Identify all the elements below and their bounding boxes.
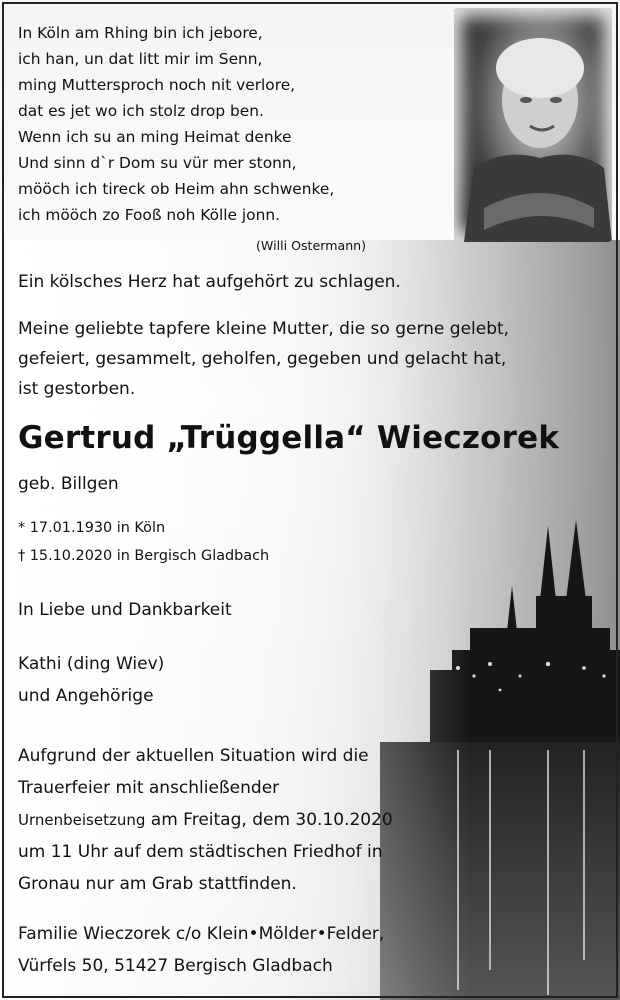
funeral-term: Urnenbeisetzung (18, 811, 146, 829)
contact-line: Familie Wieczorek c/o Klein•Mölder•Felder, (18, 924, 385, 944)
portrait-photo (454, 8, 612, 242)
paragraph-line: gefeiert, gesammelt, geholfen, gegeben und gelacht hat, (18, 349, 507, 369)
poem-line: Und sinn d`r Dom su vür mer stonn, (18, 154, 297, 172)
paragraph-line: ist gestorben. (18, 379, 136, 399)
thanks-line: In Liebe und Dankbarkeit (18, 600, 232, 620)
poem-line: Wenn ich su an ming Heimat denke (18, 128, 292, 146)
death-date: † 15.10.2020 in Bergisch Gladbach (18, 548, 270, 564)
mourners (18, 648, 164, 712)
funeral-line: Gronau nur am Grab stattfinden. (18, 874, 297, 894)
portrait-silhouette (454, 8, 612, 242)
mourner-line: und Angehörige (18, 686, 154, 706)
funeral-line: Aufgrund der aktuellen Situation wird die (18, 746, 369, 766)
mourner-line: Kathi (ding Wiev) (18, 654, 165, 674)
funeral-info (18, 740, 393, 900)
contact-address (18, 918, 384, 982)
lead-sentence: Ein kölsches Herz hat aufgehört zu schlagen. (18, 272, 401, 292)
paragraph-line: Meine geliebte tapfere kleine Mutter, die so gerne gelebt, (18, 319, 510, 339)
poem-line: ming Muttersproch noch nit verlore, (18, 76, 296, 94)
announcement-paragraph (18, 314, 509, 404)
maiden-name: geb. Billgen (18, 474, 119, 494)
poem-author: (Willi Ostermann) (256, 238, 367, 253)
funeral-line: Trauerfeier mit anschließender (18, 778, 280, 798)
poem-line: ich mööch zo Fooß noh Kölle jonn. (18, 206, 280, 224)
poem-line: dat es jet wo ich stolz drop ben. (18, 102, 264, 120)
poem-line: mööch ich tireck ob Heim ahn schwenke, (18, 180, 335, 198)
poem (18, 20, 334, 228)
poem-line: In Köln am Rhing bin ich jebore, (18, 24, 263, 42)
birth-date: * 17.01.1930 in Köln (18, 520, 166, 536)
funeral-line (18, 804, 393, 836)
poem-line: ich han, un dat litt mir im Senn, (18, 50, 263, 68)
contact-line: Vürfels 50, 51427 Bergisch Gladbach (18, 956, 333, 976)
funeral-date: am Freitag, dem 30.10.2020 (145, 810, 393, 830)
funeral-line: um 11 Uhr auf dem städtischen Friedhof in (18, 842, 383, 862)
deceased-name: Gertrud „Trüggella“ Wieczorek (18, 420, 560, 456)
